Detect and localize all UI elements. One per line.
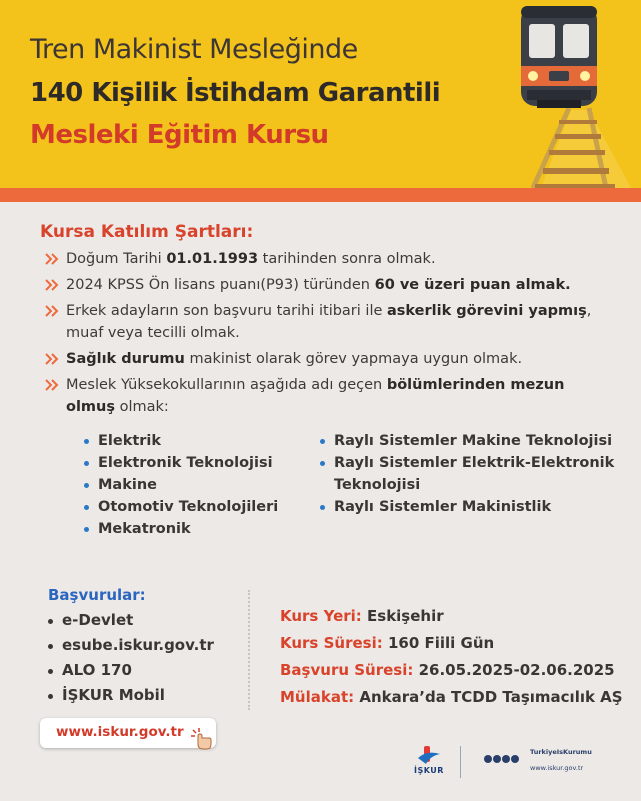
social-handle: TurkiyeIsKurumu xyxy=(530,748,592,756)
requirement-item: Sağlık durumu makinist olarak görev yapmaya uygun olmak. xyxy=(44,348,614,370)
department-item: Raylı Sistemler Elektrik-Elektronik Teknolojisi xyxy=(318,452,618,496)
double-chevron-right-icon xyxy=(44,352,60,366)
department-item: Elektronik Teknolojisi xyxy=(82,452,278,474)
brand-footer xyxy=(412,742,602,782)
requirement-item: 2024 KPSS Ön lisans puanı(P93) türünden 60 ve üzeri puan almak. xyxy=(44,274,614,296)
detail-application-period: Başvuru Süresi: 26.05.2025-02.06.2025 xyxy=(280,661,615,679)
requirement-item: Erkek adayların son başvuru tarihi itibari ile askerlik görevini yapmış, muaf veya tecilli olmak. xyxy=(44,300,614,344)
title-line-1: Tren Makinist Mesleğinde xyxy=(30,34,358,65)
website-link-label: www.iskur.gov.tr xyxy=(56,724,184,740)
title-line-3: Mesleki Eğitim Kursu xyxy=(30,120,329,150)
train-front-icon xyxy=(471,0,641,188)
section-divider xyxy=(248,590,250,710)
header-banner xyxy=(0,0,641,188)
railway-track-icon xyxy=(533,108,631,188)
applications-title: Başvurular: xyxy=(48,586,146,604)
department-item: Raylı Sistemler Makinistlik xyxy=(318,496,618,518)
detail-interview: Mülakat: Ankara’da TCDD Taşımacılık AŞ xyxy=(280,688,623,706)
title-line-2: 140 Kişilik İstihdam Garantili xyxy=(30,78,441,108)
x-icon[interactable] xyxy=(502,755,510,763)
brand-separator xyxy=(460,746,461,778)
facebook-icon[interactable] xyxy=(484,755,492,763)
instagram-icon[interactable] xyxy=(493,755,501,763)
departments-left-list xyxy=(82,430,278,540)
application-channel: e-Devlet xyxy=(48,608,214,633)
brand-name: İŞKUR xyxy=(414,766,444,775)
header-accent-strip xyxy=(0,188,641,202)
course-details-list xyxy=(280,603,623,711)
double-chevron-right-icon xyxy=(44,378,60,392)
double-chevron-right-icon xyxy=(44,278,60,292)
requirement-item: Meslek Yüksekokullarının aşağıda adı geçen bölümlerinden mezun olmuş olmak: xyxy=(44,374,614,418)
website-link-button[interactable] xyxy=(40,718,216,748)
social-icons xyxy=(484,748,520,767)
applications-list xyxy=(48,608,214,708)
requirements-title: Kursa Katılım Şartları: xyxy=(40,222,254,242)
double-chevron-right-icon xyxy=(44,304,60,318)
application-channel: esube.iskur.gov.tr xyxy=(48,633,214,658)
double-chevron-right-icon xyxy=(44,252,60,266)
detail-course-duration: Kurs Süresi: 160 Fiili Gün xyxy=(280,634,495,652)
requirements-list xyxy=(44,248,614,422)
pointing-hand-icon xyxy=(190,728,212,750)
departments-right-list xyxy=(318,430,618,518)
department-item: Otomotiv Teknolojileri xyxy=(82,496,278,518)
application-channel: ALO 170 xyxy=(48,658,214,683)
requirement-item: Doğum Tarihi 01.01.1993 tarihinden sonra olmak. xyxy=(44,248,614,270)
department-item: Elektrik xyxy=(82,430,278,452)
application-channel: İŞKUR Mobil xyxy=(48,683,214,708)
department-item: Makine xyxy=(82,474,278,496)
department-item: Raylı Sistemler Makine Teknolojisi xyxy=(318,430,618,452)
brand-site-url: www.iskur.gov.tr xyxy=(530,764,584,772)
detail-course-location: Kurs Yeri: Eskişehir xyxy=(280,607,444,625)
youtube-icon[interactable] xyxy=(511,755,519,763)
department-item: Mekatronik xyxy=(82,518,278,540)
